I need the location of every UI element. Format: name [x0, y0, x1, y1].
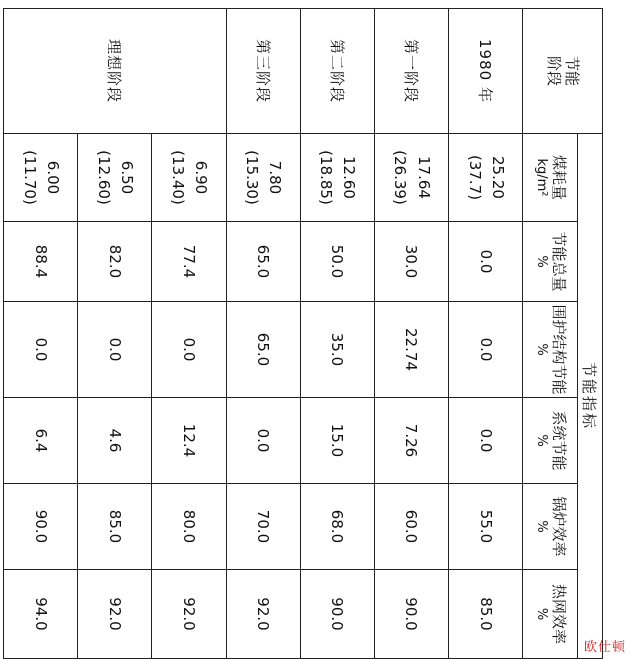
column-name: 围护结构节能 — [550, 304, 569, 395]
total-cell: 88.4 — [4, 222, 78, 302]
table-row — [448, 9, 522, 659]
coal-alt-value: (18.85) — [317, 150, 336, 205]
envelope-cell: 35.0 — [300, 302, 374, 398]
energy-saving-table — [3, 8, 603, 659]
column-header-total — [523, 222, 578, 302]
system-cell: 0.0 — [448, 398, 522, 484]
coal-value: 17.64 — [414, 156, 433, 199]
column-unit: % — [533, 607, 549, 621]
column-name: 节能总量 — [550, 231, 569, 292]
column-unit: kg/m² — [533, 158, 549, 197]
network-cell: 94.0 — [4, 570, 78, 659]
coal-value: 6.90 — [192, 160, 211, 195]
total-cell: 30.0 — [374, 222, 448, 302]
coal-value: 12.60 — [340, 156, 359, 199]
system-cell: 15.0 — [300, 398, 374, 484]
envelope-cell: 0.0 — [448, 302, 522, 398]
coal-value: 6.00 — [43, 160, 62, 195]
table-row — [300, 9, 374, 659]
boiler-cell: 80.0 — [152, 484, 226, 570]
column-header-envelope — [523, 302, 578, 398]
coal-value: 6.50 — [118, 160, 137, 195]
envelope-cell: 0.0 — [152, 302, 226, 398]
system-cell: 12.4 — [152, 398, 226, 484]
column-name: 热网效率 — [550, 584, 569, 645]
network-cell: 90.0 — [300, 570, 374, 659]
total-cell: 65.0 — [226, 222, 300, 302]
coal-cell — [226, 134, 300, 222]
coal-alt-value: (13.40) — [168, 150, 187, 205]
envelope-cell: 0.0 — [4, 302, 78, 398]
coal-value: 7.80 — [266, 160, 285, 195]
envelope-cell: 65.0 — [226, 302, 300, 398]
coal-cell — [300, 134, 374, 222]
coal-alt-value: (37.7) — [465, 154, 484, 201]
coal-cell — [4, 134, 78, 222]
stage-label: 第二阶段 — [300, 9, 374, 134]
stage-label: 第三阶段 — [226, 9, 300, 134]
corner-label-line-1: 节能 — [562, 55, 581, 86]
boiler-cell: 55.0 — [448, 484, 522, 570]
boiler-cell: 90.0 — [4, 484, 78, 570]
column-name: 煤耗量 — [550, 154, 569, 200]
coal-alt-value: (26.39) — [391, 150, 410, 205]
stage-label: 第一阶段 — [374, 9, 448, 134]
envelope-cell: 0.0 — [78, 302, 152, 398]
column-header-network — [523, 570, 578, 659]
column-unit: % — [533, 255, 549, 268]
network-cell: 85.0 — [448, 570, 522, 659]
network-cell: 90.0 — [374, 570, 448, 659]
column-unit: % — [533, 343, 549, 356]
coal-alt-value: (15.30) — [243, 150, 262, 205]
coal-alt-value: (11.70) — [20, 150, 39, 205]
rotated-table-container — [3, 8, 603, 658]
header-row-group — [578, 9, 603, 659]
total-cell: 50.0 — [300, 222, 374, 302]
network-cell: 92.0 — [78, 570, 152, 659]
coal-cell — [152, 134, 226, 222]
system-cell: 0.0 — [226, 398, 300, 484]
system-cell: 7.26 — [374, 398, 448, 484]
coal-value: 25.20 — [488, 156, 507, 199]
coal-cell — [374, 134, 448, 222]
stage-label: 理想阶段 — [4, 9, 227, 134]
envelope-cell: 22.74 — [374, 302, 448, 398]
watermark-text: 欧仕顿 — [584, 640, 627, 655]
coal-alt-value: (12.60) — [94, 150, 113, 205]
total-cell: 0.0 — [448, 222, 522, 302]
boiler-cell: 60.0 — [374, 484, 448, 570]
total-cell: 77.4 — [152, 222, 226, 302]
column-unit: % — [533, 434, 549, 447]
column-header-system — [523, 398, 578, 484]
column-unit: % — [533, 520, 549, 533]
column-name: 锅炉效率 — [550, 496, 569, 557]
boiler-cell: 70.0 — [226, 484, 300, 570]
boiler-cell: 85.0 — [78, 484, 152, 570]
network-cell: 92.0 — [152, 570, 226, 659]
coal-cell — [448, 134, 522, 222]
table-row — [374, 9, 448, 659]
network-cell: 92.0 — [226, 570, 300, 659]
coal-cell — [78, 134, 152, 222]
boiler-cell: 68.0 — [300, 484, 374, 570]
table-row — [226, 9, 300, 659]
corner-header — [523, 9, 603, 134]
total-cell: 82.0 — [78, 222, 152, 302]
table-row — [152, 9, 226, 659]
system-cell: 4.6 — [78, 398, 152, 484]
column-header-coal — [523, 134, 578, 222]
group-header: 节能指标 — [578, 134, 603, 659]
column-name: 系统节能 — [550, 410, 569, 471]
column-header-boiler — [523, 484, 578, 570]
system-cell: 6.4 — [4, 398, 78, 484]
corner-label-line-2: 阶段 — [544, 55, 563, 86]
stage-label: 1980 年 — [448, 9, 522, 134]
